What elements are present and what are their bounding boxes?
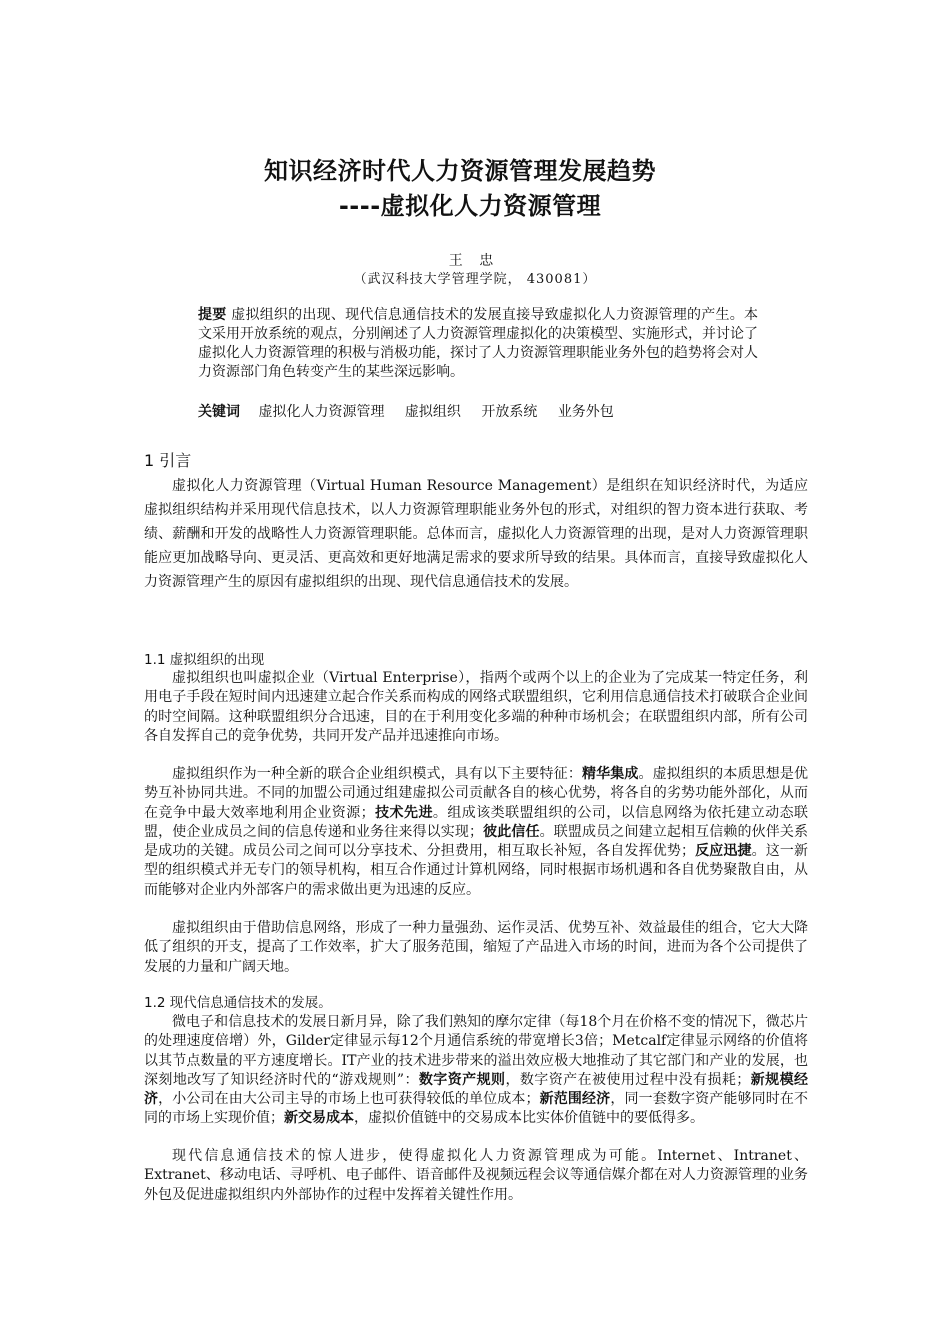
text-run: ，小公司在由大公司主导的市场上也可获得较低的单位成本； — [158, 1091, 540, 1108]
bold-term: 新范围经济 — [539, 1091, 611, 1108]
paragraph-text — [144, 765, 808, 900]
section-heading-introduction: 1 引言 — [144, 451, 192, 470]
subsection-heading-virtual-organization: 1.1 虚拟组织的出现 — [144, 652, 265, 668]
text-run: ，数字资产在被使用过程中没有损耗； — [505, 1071, 751, 1088]
bold-term: 反应迅捷 — [694, 843, 752, 860]
paragraph-text: 现代信息通信技术的惊人进步，使得虚拟化人力资源管理成为可能。Internet、Intranet、Extranet、移动电话、寻呼机、电子邮件、语音邮件及视频远程会议等通信媒介都在对人力资源管理的业务外包及促进虚拟组织内外部协作的过程中发挥着关键性作用。 — [144, 1148, 808, 1203]
paragraph-text: 虚拟组织由于借助信息网络，形成了一种力量强劲、运作灵活、优势互补、效益最佳的组合，它大大降低了组织的开支，提高了工作效率，扩大了服务范围，缩短了产品进入市场的时间，进而为各个公司提供了发展的力量和广阔天地。 — [144, 920, 808, 975]
bold-term: 新交易成本 — [284, 1110, 354, 1127]
paragraph — [144, 1147, 808, 1205]
text-run: 虚拟组织作为一种全新的联合企业组织模式，具有以下主要特征： — [172, 766, 582, 782]
keywords — [198, 403, 758, 422]
paragraph-text: 虚拟化人力资源管理（Virtual Human Resource Management）是组织在知识经济时代，为适应虚拟组织结构并采用现代信息技术，以人力资源管理职能业务外包的形式，对组织的智力资本进行获取、考绩、薪酬和开发的战略性人力资源管理职能。总体而言，虚拟化人力资源管理的出现，是对人力资源管理职能应更加战略导向、更灵活、更高效和更好地满足需求的要求所导致的结果。具体而言，直接导致虚拟化人力资源管理产生的原因有虚拟组织的出现、现代信息通信技术的发展。 — [144, 478, 808, 590]
keyword-item: 业务外包 — [557, 404, 614, 420]
paragraph — [144, 669, 808, 746]
text-run: 。联盟成员之间建立起相互信赖的伙伴关系是成功的关键。成员公司之间可以分享技术、分担费用，相互取长补短，各自发挥优势； — [144, 823, 809, 860]
text-run: 。这一新型的组织模式并无专门的领导机构，相互合作通过计算机网络，同时根据市场机遇和各自优势聚散自由，从而能够对企业内外部客户的需求做出更为迅速的反应。 — [144, 843, 809, 898]
paragraph — [144, 1013, 808, 1129]
paper-title: 知识经济时代人力资源管理发展趋势 — [264, 157, 656, 185]
paragraph — [144, 919, 808, 977]
keyword-item: 虚拟组织 — [404, 404, 461, 420]
bold-term: 数字资产规则 — [418, 1071, 506, 1088]
introduction-paragraph — [144, 474, 808, 594]
abstract — [198, 306, 758, 382]
bold-term: 技术先进 — [374, 804, 433, 821]
author-name: 王 忠 — [448, 253, 500, 269]
bold-term: 彼此信任 — [483, 823, 540, 840]
abstract-label: 提要 — [198, 307, 227, 323]
paragraph-text: 虚拟组织也叫虚拟企业（Virtual Enterprise），指两个或两个以上的企业为了完成某一特定任务，利用电子手段在短时间内迅速建立起合作关系而构成的网络式联盟组织，它利用信息通信技术打破联合企业间的时空间隔。这种联盟组织分合迅速，目的在于利用变化多端的种种市场机会；在联盟组织内部，所有公司各自发挥自己的竞争优势，共同开发产品并迅速推向市场。 — [144, 670, 808, 744]
keywords-label: 关键词 — [198, 404, 240, 420]
text-run: ，虚拟价值链中的交易成本比实体价值链中的要低得多。 — [354, 1110, 704, 1127]
text-run: ，同一套数字资产能够同时在不同的市场上实现价值； — [144, 1091, 809, 1127]
text-run: 。组成该类联盟组织的公司，以信息网络为依托建立动态联盟，使企业成员之间的信息传递和业务往来得以实现； — [144, 804, 809, 840]
author-affiliation: （武汉科技大学管理学院， 430081） — [353, 272, 597, 287]
bold-term: 新规模经济 — [144, 1071, 809, 1108]
paragraph — [144, 765, 808, 900]
paper-subtitle: ----虚拟化人力资源管理 — [338, 192, 602, 220]
text-run: 微电子和信息技术的发展日新月异，除了我们熟知的摩尔定律（每18个月在价格不变的情况下，微芯片的处理速度倍增）外，Gilder定律显示每12个月通信系统的带宽增长3倍；Metcalf定律显示网络的价值将以其节点数量的平方速度增长。IT产业的技术进步带来的溢出效应极大地推动了其它部门和产业的发展，也深刻地改写了知识经济时代的“游戏规则”： — [144, 1014, 808, 1088]
keyword-item: 开放系统 — [481, 404, 538, 420]
subsection-heading-ict-development: 1.2 现代信息通信技术的发展。 — [144, 995, 332, 1011]
abstract-text: 虚拟组织的出现、现代信息通信技术的发展直接导致虚拟化人力资源管理的产生。本文采用开放系统的观点，分别阐述了人力资源管理虚拟化的决策模型、实施形式，并讨论了虚拟化人力资源管理的积极与消极功能，探讨了人力资源管理职能业务外包的趋势将会对人力资源部门角色转变产生的某些深远影响。 — [198, 307, 759, 380]
bold-term: 精华集成 — [581, 766, 639, 782]
text-run: 。虚拟组织的本质思想是优势互补协同共进。不同的加盟公司通过组建虚拟公司贡献各自的核心优势，将各自的劣势功能外部化，从而在竞争中最大效率地利用企业资源； — [144, 766, 808, 821]
keyword-item: 虚拟化人力资源管理 — [258, 404, 385, 420]
paragraph-text — [144, 1013, 808, 1129]
